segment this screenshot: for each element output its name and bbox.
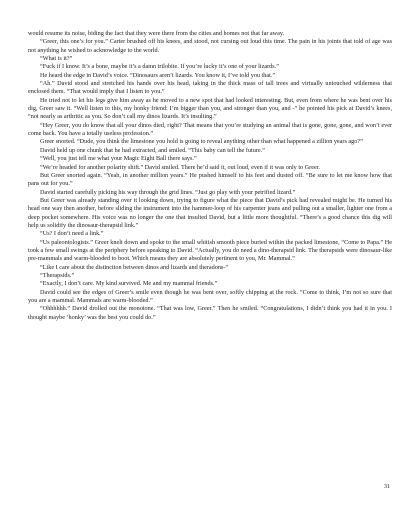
paragraph: “Fuck if I know. It’s a bone, maybe it’s a damn trilobite. If you’re lucky it’s one of your lizards.” — [40, 63, 279, 71]
paragraph: He tried not to let his legs give him away as he moved to a new spot that had looked interesting. But, even from where he was bent over his dig, Greer saw it. “Well listen to this, my honky friend: I’m bigger than you, and stronger than you, and -” he pointed his pick at David’s knees, “not nearly as arthritic as you. So don’t call my dinos lizards. It’s insulting.” — [28, 96, 392, 121]
page-body — [28, 30, 392, 322]
paragraph: “What is it?” — [40, 55, 73, 63]
paragraph: But Greer snorted again. “Yeah, in another million years.” He pushed himself to his feet and dusted off. “Be sure to let me know how that pans out for you.” — [28, 171, 392, 188]
paragraph: “We’re headed for another polarity shift.” David smiled. There he’d said it, out loud, even if it was only to Greer. — [40, 163, 320, 171]
paragraph: “Us? I don’t need a link.” — [40, 230, 104, 238]
paragraph: “Greer, this one’s for you.” Carter brushed off his knees, and stood, not cursing out loud this time. The pain in his joints that told of age was not anything he wished to acknowledge to the world. — [28, 38, 392, 54]
paragraph: would resume its noise, biding the fact that they were there from the cities and homes not that far away. — [28, 30, 285, 37]
paragraph: “Exactly, I don’t care. My kind survived. Me and my mammal friends.” — [40, 280, 218, 288]
paragraph: He heard the edge in David’s voice. “Dinosaurs aren’t lizards. You know it, I’ve told you that.” — [40, 71, 276, 79]
paragraph: “Ah.” David stood and stretched his hands over his head, taking in the thick mass of tall trees and virtually untouched wilderness that enclosed them. “That would imply that I listen to you.” — [28, 80, 392, 96]
paragraph: Greer snorted. “Dude, you think the limestone you hold is going to reveal anything other than what happened a zillion years ago?” — [40, 138, 363, 146]
paragraph: “Therapsids.” — [40, 271, 75, 279]
page-number: 31 — [383, 483, 390, 490]
paragraph: David started carefully picking his way through the grid lines. “Just go play with your petrified lizard.” — [40, 188, 296, 196]
paragraph: “Ohhhhhh.” David drolled out the monotone. “That was low, Greer.” Then he smiled. “Congratulations, I didn’t think you had it in you. I thought maybe ‘honky’ was the best you could do.” — [28, 305, 392, 321]
paragraph: “Hey Greer, you do know that all your dinos died, right? That means that you’re studying an animal that is gone, gone, gone, and won’t ever come back. You have a totally useless profession.” — [28, 121, 392, 138]
paragraph: But Greer was already standing over it looking down, trying to figure what the piece that David’s pick had revealed might be. He turned his head one way then another, before sliding the instrument into the hammer-loop of his carpenter jeans and pulling out a smaller, lighter one from a deep pocket somewhere. His voice was no longer the one that insulted David, but a little more thoughtful. “There’s a good chance this dig will help us solidify the dinosaur-therapsid link.” — [28, 196, 392, 229]
paragraph: “Like I care about the distinction between dinos and lizards and theradons-” — [40, 263, 229, 271]
paragraph: “Well, you just tell me what your Magic Eight Ball there says.” — [40, 155, 197, 163]
paragraph: David held up one chunk that he had extracted, and smiled. “This baby can tell the future.” — [40, 146, 265, 154]
paragraph: “Us paleontologists.” Greer knelt down and spoke to the small whitish smooth piece buried within the packed limestone, “Come to Papa.” He took a few small swings at the periphery before speaking to David. “Actually, you do need a dino-therapsid link. The therapsids were dinosaur-like pre-mammals and warm-blooded to boot. Which means they are absolutely pertinent to you, Mr. Mammal.” — [28, 238, 392, 263]
paragraph: David could see the edges of Greer’s smile even though he was bent over, softly chipping at the rock. “Come to think, I’m not so sure that you are a mammal. Mammals are warm-blooded.” — [28, 288, 392, 304]
